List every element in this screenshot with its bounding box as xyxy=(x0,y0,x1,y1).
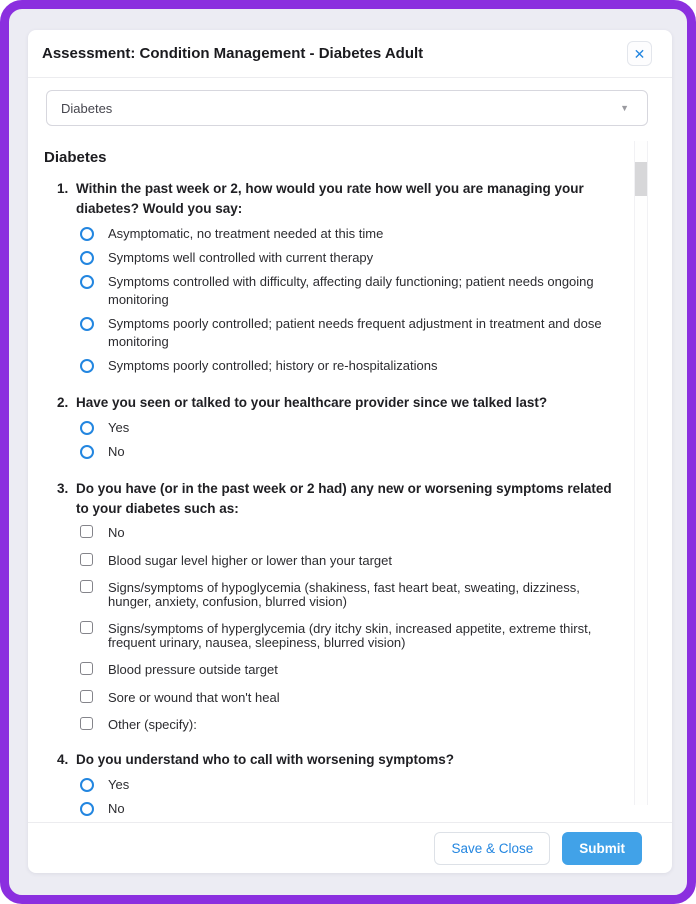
radio-button[interactable] xyxy=(80,251,94,265)
question-block xyxy=(57,479,614,732)
scrollbar-track[interactable] xyxy=(634,141,648,805)
chevron-down-icon: ▼ xyxy=(620,103,629,113)
question-text: Do you have (or in the past week or 2 had) any new or worsening symptoms related to your diabetes such as: xyxy=(76,481,612,516)
question-heading xyxy=(57,479,614,519)
option-row[interactable] xyxy=(80,621,614,649)
question-block xyxy=(57,750,614,818)
condition-dropdown-value: Diabetes xyxy=(61,100,113,116)
radio-button[interactable] xyxy=(80,227,94,241)
option-list xyxy=(57,225,614,375)
option-label: Symptoms well controlled with current therapy xyxy=(108,250,374,265)
section-heading: Diabetes xyxy=(44,149,107,166)
checkbox[interactable] xyxy=(80,621,93,634)
form-content xyxy=(28,138,672,818)
question-heading xyxy=(57,750,614,770)
option-label: No xyxy=(108,444,125,459)
dialog-header xyxy=(28,30,672,78)
question-text: Within the past week or 2, how would you rate how well you are managing your diabetes? Would you say: xyxy=(76,181,584,216)
save-close-button[interactable]: Save & Close xyxy=(434,832,550,865)
option-list xyxy=(57,419,614,461)
submit-button[interactable]: Submit xyxy=(562,832,642,865)
radio-button[interactable] xyxy=(80,317,94,331)
dialog-footer xyxy=(28,822,672,873)
question-number: 2. xyxy=(57,395,69,410)
option-row[interactable] xyxy=(80,273,614,309)
close-button[interactable] xyxy=(627,41,652,66)
dialog-title: Assessment: Condition Management - Diabetes Adult xyxy=(42,45,424,62)
radio-button[interactable] xyxy=(80,421,94,435)
option-row[interactable] xyxy=(80,525,614,540)
checkbox[interactable] xyxy=(80,525,93,538)
option-row[interactable] xyxy=(80,315,614,351)
radio-button[interactable] xyxy=(80,802,94,816)
option-list xyxy=(57,776,614,818)
option-row[interactable] xyxy=(80,717,614,732)
option-row[interactable] xyxy=(80,690,614,705)
option-row[interactable] xyxy=(80,443,614,461)
checkbox[interactable] xyxy=(80,717,93,730)
option-label: Blood pressure outside target xyxy=(108,662,278,677)
option-row[interactable] xyxy=(80,580,614,608)
radio-button[interactable] xyxy=(80,778,94,792)
option-label: Asymptomatic, no treatment needed at this time xyxy=(108,226,384,241)
question-block xyxy=(57,179,614,375)
question-heading xyxy=(57,179,614,219)
option-label: Signs/symptoms of hyperglycemia (dry itchy skin, increased appetite, extreme thirst, frequent urinary, nausea, sleepiness, blurred vision) xyxy=(108,621,592,650)
condition-select-row xyxy=(28,78,672,138)
condition-dropdown[interactable] xyxy=(46,90,648,126)
question-text: Have you seen or talked to your healthcare provider since we talked last? xyxy=(76,395,548,410)
checkbox[interactable] xyxy=(80,580,93,593)
option-label: Sore or wound that won't heal xyxy=(108,689,280,705)
close-icon: ✕ xyxy=(633,45,646,62)
option-label: Blood sugar level higher or lower than your target xyxy=(108,552,392,568)
option-row[interactable] xyxy=(80,357,614,375)
question-number: 4. xyxy=(57,751,69,767)
option-label: Yes xyxy=(108,776,130,792)
form-scroll-area xyxy=(28,138,672,822)
radio-button[interactable] xyxy=(80,275,94,289)
radio-button[interactable] xyxy=(80,445,94,459)
question-block xyxy=(57,393,614,461)
checkbox[interactable] xyxy=(80,690,93,703)
question-list xyxy=(44,179,614,818)
checkbox[interactable] xyxy=(80,553,93,566)
option-row[interactable] xyxy=(80,249,614,267)
option-label: Signs/symptoms of hypoglycemia (shakiness, fast heart beat, sweating, dizziness, hunger, anxiety, confusion, blurred vision) xyxy=(108,580,580,609)
option-label: Other (specify): xyxy=(108,717,197,732)
question-text: Do you understand who to call with worsening symptoms? xyxy=(76,751,455,767)
option-label: Symptoms poorly controlled; history or re-hospitalizations xyxy=(108,358,438,373)
assessment-dialog xyxy=(28,30,672,873)
question-number: 1. xyxy=(57,181,69,196)
option-row[interactable] xyxy=(80,225,614,243)
question-number: 3. xyxy=(57,481,69,496)
option-label: Symptoms controlled with difficulty, affecting daily functioning; patient needs ongoing monitoring xyxy=(108,274,594,307)
option-row[interactable] xyxy=(80,419,614,437)
scrollbar-thumb[interactable] xyxy=(635,162,647,196)
checkbox[interactable] xyxy=(80,662,93,675)
question-heading xyxy=(57,393,614,413)
option-label: No xyxy=(108,525,125,540)
option-label: Yes xyxy=(108,420,130,435)
option-row[interactable] xyxy=(80,776,614,794)
option-label: Symptoms poorly controlled; patient needs frequent adjustment in treatment and dose monitoring xyxy=(108,316,602,349)
option-label: No xyxy=(108,800,125,816)
radio-button[interactable] xyxy=(80,359,94,373)
option-row[interactable] xyxy=(80,800,614,818)
option-list xyxy=(57,525,614,732)
option-row[interactable] xyxy=(80,662,614,677)
option-row[interactable] xyxy=(80,553,614,568)
